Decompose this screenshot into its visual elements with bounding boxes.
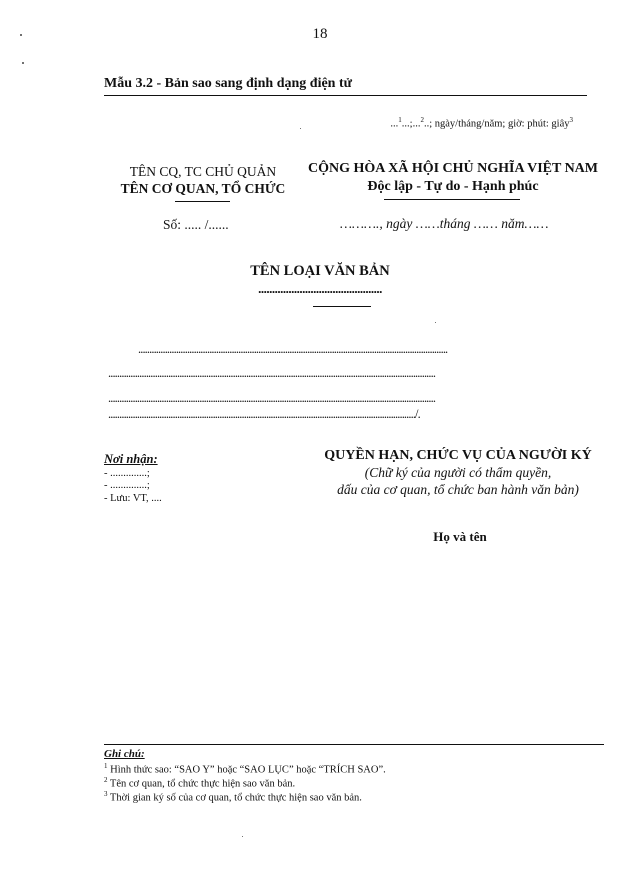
note-item xyxy=(104,790,362,804)
note-item xyxy=(104,762,386,776)
note-sup: 2 xyxy=(104,776,108,784)
document-number: Số: ..... /...... xyxy=(163,217,229,232)
note-text: Thời gian ký số của cơ quan, tổ chức thực hiện sao văn bản. xyxy=(107,792,362,804)
copy-info-sup3: 3 xyxy=(569,116,573,124)
scan-speck xyxy=(242,836,243,837)
document-type: TÊN LOẠI VĂN BẢN xyxy=(250,263,390,279)
recipient-item: - Lưu: VT, .... xyxy=(104,493,162,504)
agency-underline xyxy=(175,201,230,202)
body-line: ................................................................................................................................................... xyxy=(108,366,436,380)
body-line: ................................................................................................................................................... xyxy=(108,391,436,405)
recipients-title: Nơi nhận: xyxy=(104,452,158,466)
document-abstract: ............................................. xyxy=(258,281,382,296)
body-line: ........................................................................................................................................... xyxy=(138,342,448,356)
signature-note: (Chữ ký của người có thẩm quyền, xyxy=(364,465,552,480)
body-line: ........................................................................................................................................../. xyxy=(108,407,420,421)
notes-title: Ghi chú: xyxy=(104,748,145,760)
copy-info-part3: ..; ngày/tháng/năm; giờ: phút: giây xyxy=(423,118,570,130)
abstract-underline xyxy=(313,306,371,307)
scan-speck xyxy=(22,62,24,64)
scan-speck xyxy=(435,322,436,323)
page-number: 18 xyxy=(312,26,328,42)
recipient-item: - ..............; xyxy=(104,480,150,491)
note-item xyxy=(104,776,295,790)
copy-info-sup2: 2 xyxy=(420,116,424,124)
signer-full-name: Họ và tên xyxy=(433,529,487,544)
note-sup: 3 xyxy=(104,790,108,798)
note-sup: 1 xyxy=(104,762,108,770)
note-text: Hình thức sao: “SAO Y” hoặc “SAO LỤC” hoặc “TRÍCH SAO”. xyxy=(107,764,386,776)
notes-rule xyxy=(104,744,604,745)
motto-underline xyxy=(384,199,520,200)
copy-info-line xyxy=(390,116,573,130)
signature-note: dấu của cơ quan, tổ chức ban hành văn bản) xyxy=(337,482,579,497)
recipient-item: - ..............; xyxy=(104,468,150,479)
note-text: Tên cơ quan, tổ chức thực hiện sao văn bản. xyxy=(107,778,296,790)
copy-info-part1: ... xyxy=(390,118,399,130)
copy-info-part2: ...;... xyxy=(401,118,421,130)
copy-info-sup1: 1 xyxy=(398,116,402,124)
signer-title: QUYỀN HẠN, CHỨC VỤ CỦA NGƯỜI KÝ xyxy=(324,448,592,463)
national-title: CỘNG HÒA XÃ HỘI CHỦ NGHĨA VIỆT NAM xyxy=(307,161,598,176)
scan-speck xyxy=(300,128,301,129)
national-motto: Độc lập - Tự do - Hạnh phúc xyxy=(367,179,539,194)
agency-name: TÊN CƠ QUAN, TỔ CHỨC xyxy=(120,181,286,196)
place-date: ………., ngày ……tháng …… năm…… xyxy=(340,216,549,231)
parent-agency: TÊN CQ, TC CHỦ QUẢN xyxy=(129,164,277,179)
template-title: Mẫu 3.2 - Bản sao sang định dạng điện tử xyxy=(104,76,353,91)
top-rule xyxy=(104,95,587,96)
